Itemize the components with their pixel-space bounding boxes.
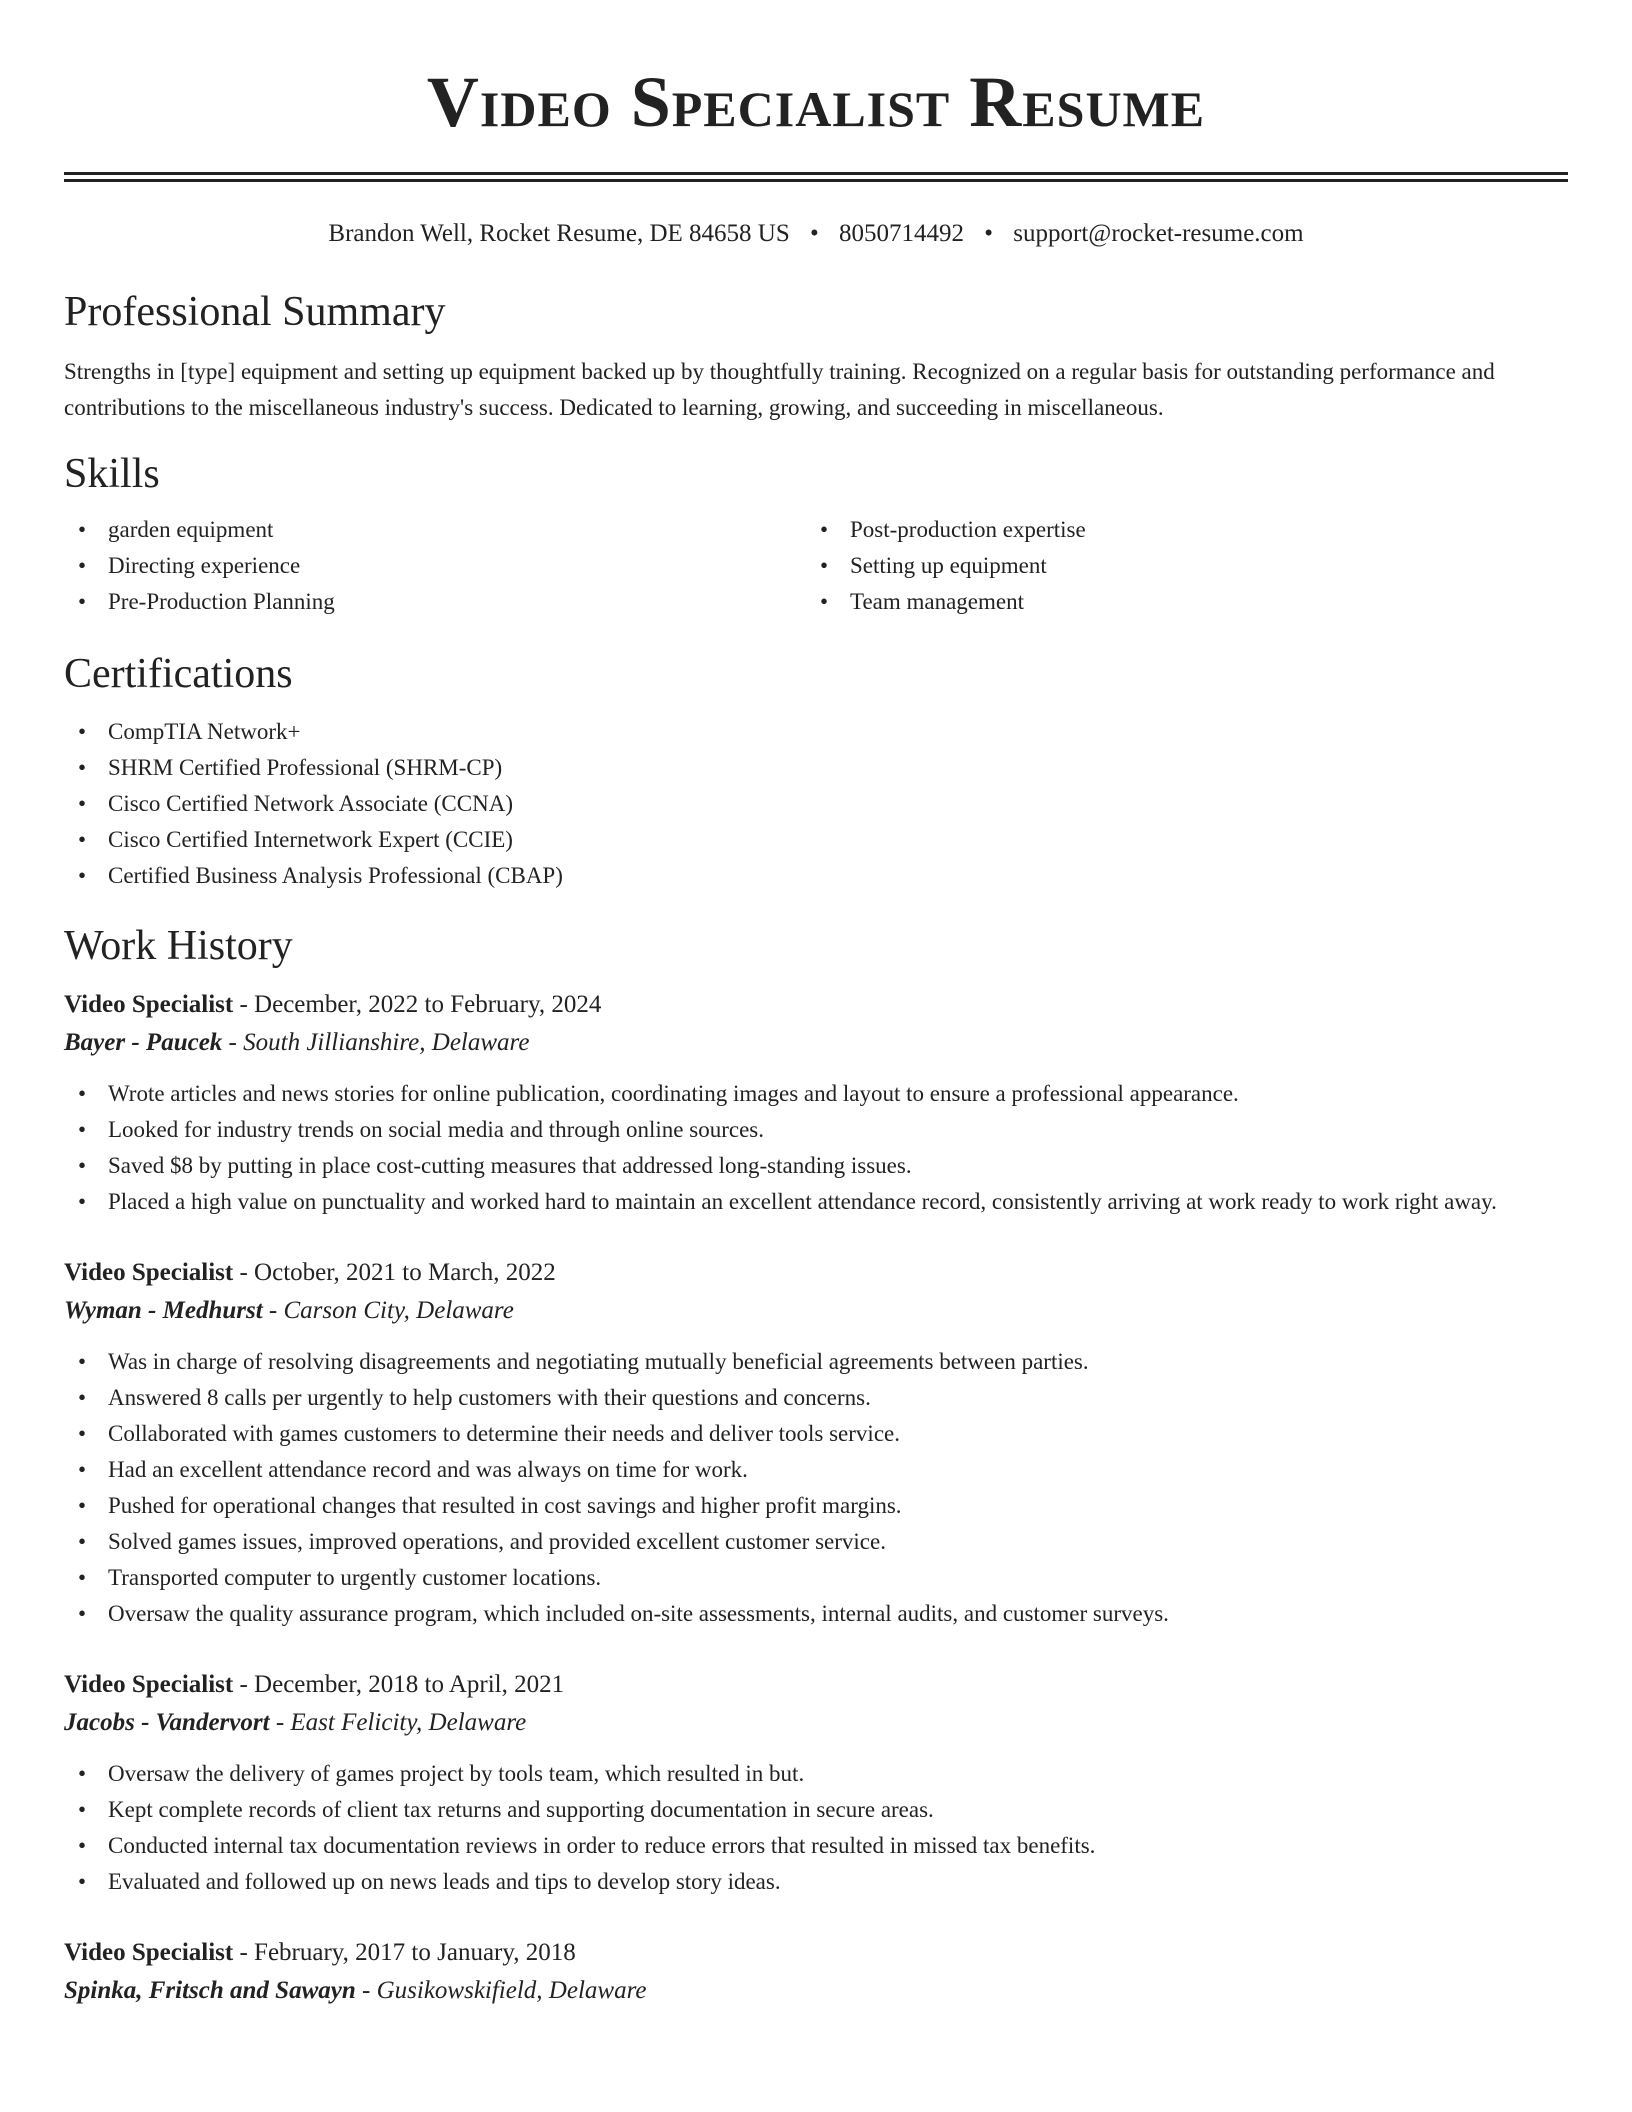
summary-section bbox=[64, 286, 1568, 426]
certification-item: • CompTIA Network+ bbox=[64, 714, 1568, 750]
summary-text: Strengths in [type] equipment and setting up equipment backed up by thoughtfully training. Recognized on a regular basis for outstanding performance and contributions to the miscellaneous industry's success. Dedicated to learning, growing, and succeeding in miscellaneous. bbox=[64, 359, 1495, 420]
contact-email: support@rocket-resume.com bbox=[1013, 220, 1304, 247]
skill-item: • Post-production expertise bbox=[806, 512, 1548, 548]
job-bullet: • Transported computer to urgently customer locations. bbox=[64, 1560, 1568, 1596]
job-bullet: • Answered 8 calls per urgently to help customers with their questions and concerns. bbox=[64, 1380, 1568, 1416]
work-history-heading: Work History bbox=[64, 923, 293, 969]
job-bullet: • Placed a high value on punctuality and worked hard to maintain an excellent attendance record, consistently arriving at work ready to work right away. bbox=[64, 1184, 1568, 1220]
work-history-section bbox=[64, 920, 1568, 2010]
company-name: Spinka, Fritsch and Sawayn bbox=[64, 1977, 356, 2004]
job-bullets bbox=[64, 1756, 1568, 1900]
skill-item: • Setting up equipment bbox=[806, 548, 1548, 584]
job-title-line bbox=[64, 1934, 1568, 1972]
job-bullet: • Pushed for operational changes that resulted in cost savings and higher profit margins. bbox=[64, 1488, 1568, 1524]
company-line bbox=[64, 1292, 1568, 1330]
job-title-line bbox=[64, 1254, 1568, 1292]
company-location: - East Felicity, Delaware bbox=[269, 1709, 527, 1736]
contact-phone: 8050714492 bbox=[839, 220, 965, 247]
contact-separator: • bbox=[984, 220, 994, 247]
company-location: - Carson City, Delaware bbox=[262, 1297, 514, 1324]
job-entry bbox=[64, 1254, 1568, 1632]
job-bullet: • Collaborated with games customers to determine their needs and deliver tools service. bbox=[64, 1416, 1568, 1452]
certification-item: • Cisco Certified Internetwork Expert (CCIE) bbox=[64, 822, 1568, 858]
job-dates: - December, 2018 to April, 2021 bbox=[233, 1671, 565, 1698]
company-location: - South Jillianshire, Delaware bbox=[222, 1029, 530, 1056]
job-title: Video Specialist bbox=[64, 1671, 234, 1698]
job-bullet: • Saved $8 by putting in place cost-cutting measures that addressed long-standing issues. bbox=[64, 1148, 1568, 1184]
job-bullet: • Oversaw the delivery of games project by tools team, which resulted in but. bbox=[64, 1756, 1568, 1792]
job-entry bbox=[64, 986, 1568, 1220]
job-dates: - October, 2021 to March, 2022 bbox=[233, 1259, 556, 1286]
job-bullet: • Wrote articles and news stories for online publication, coordinating images and layout to ensure a professional appearance. bbox=[64, 1076, 1568, 1112]
job-entry bbox=[64, 1666, 1568, 1900]
job-entry bbox=[64, 1934, 1568, 2010]
job-dates: - February, 2017 to January, 2018 bbox=[233, 1939, 576, 1966]
skill-item: • Directing experience bbox=[64, 548, 806, 584]
job-title-line bbox=[64, 1666, 1568, 1704]
company-name: Bayer - Paucek bbox=[64, 1029, 223, 1056]
skills-heading: Skills bbox=[64, 451, 160, 497]
job-title-line bbox=[64, 986, 1568, 1024]
title-divider bbox=[64, 172, 1568, 182]
job-bullet: • Kept complete records of client tax returns and supporting documentation in secure areas. bbox=[64, 1792, 1568, 1828]
skill-item: • Team management bbox=[806, 584, 1548, 620]
company-name: Wyman - Medhurst bbox=[64, 1297, 263, 1324]
company-name: Jacobs - Vandervort bbox=[64, 1709, 270, 1736]
certification-item: • Cisco Certified Network Associate (CCNA) bbox=[64, 786, 1568, 822]
certification-item: • SHRM Certified Professional (SHRM-CP) bbox=[64, 750, 1568, 786]
skill-item: • garden equipment bbox=[64, 512, 806, 548]
job-bullet: • Conducted internal tax documentation reviews in order to reduce errors that resulted in missed tax benefits. bbox=[64, 1828, 1568, 1864]
company-line bbox=[64, 1972, 1568, 2010]
certifications-section bbox=[64, 648, 1568, 894]
job-dates: - December, 2022 to February, 2024 bbox=[233, 991, 602, 1018]
skills-column-right bbox=[806, 512, 1548, 620]
job-title: Video Specialist bbox=[64, 991, 234, 1018]
job-bullet: • Evaluated and followed up on news leads and tips to develop story ideas. bbox=[64, 1864, 1568, 1900]
skills-column-left bbox=[64, 512, 806, 620]
certifications-list bbox=[64, 714, 1568, 894]
resume-page bbox=[64, 0, 1568, 2010]
contact-address: Brandon Well, Rocket Resume, DE 84658 US bbox=[328, 220, 790, 247]
job-bullet: • Solved games issues, improved operations, and provided excellent customer service. bbox=[64, 1524, 1568, 1560]
company-line bbox=[64, 1704, 1568, 1742]
job-bullet: • Looked for industry trends on social media and through online sources. bbox=[64, 1112, 1568, 1148]
job-bullet: • Was in charge of resolving disagreements and negotiating mutually beneficial agreements between parties. bbox=[64, 1344, 1568, 1380]
contact-line bbox=[64, 218, 1568, 250]
summary-heading: Professional Summary bbox=[64, 289, 446, 335]
resume-title: Video Specialist Resume bbox=[426, 62, 1206, 142]
job-bullets bbox=[64, 1344, 1568, 1632]
job-bullet: • Oversaw the quality assurance program, which included on-site assessments, internal audits, and customer surveys. bbox=[64, 1596, 1568, 1632]
skills-grid bbox=[64, 512, 1568, 620]
job-title: Video Specialist bbox=[64, 1939, 234, 1966]
certification-item: • Certified Business Analysis Professional (CBAP) bbox=[64, 858, 1568, 894]
job-bullet: • Had an excellent attendance record and was always on time for work. bbox=[64, 1452, 1568, 1488]
skill-item: • Pre-Production Planning bbox=[64, 584, 806, 620]
certifications-heading: Certifications bbox=[64, 651, 293, 697]
contact-separator: • bbox=[810, 220, 819, 247]
skills-section bbox=[64, 448, 1568, 620]
job-title: Video Specialist bbox=[64, 1259, 234, 1286]
company-location: - Gusikowskifield, Delaware bbox=[355, 1977, 647, 2004]
company-line bbox=[64, 1024, 1568, 1062]
job-bullets bbox=[64, 1076, 1568, 1220]
